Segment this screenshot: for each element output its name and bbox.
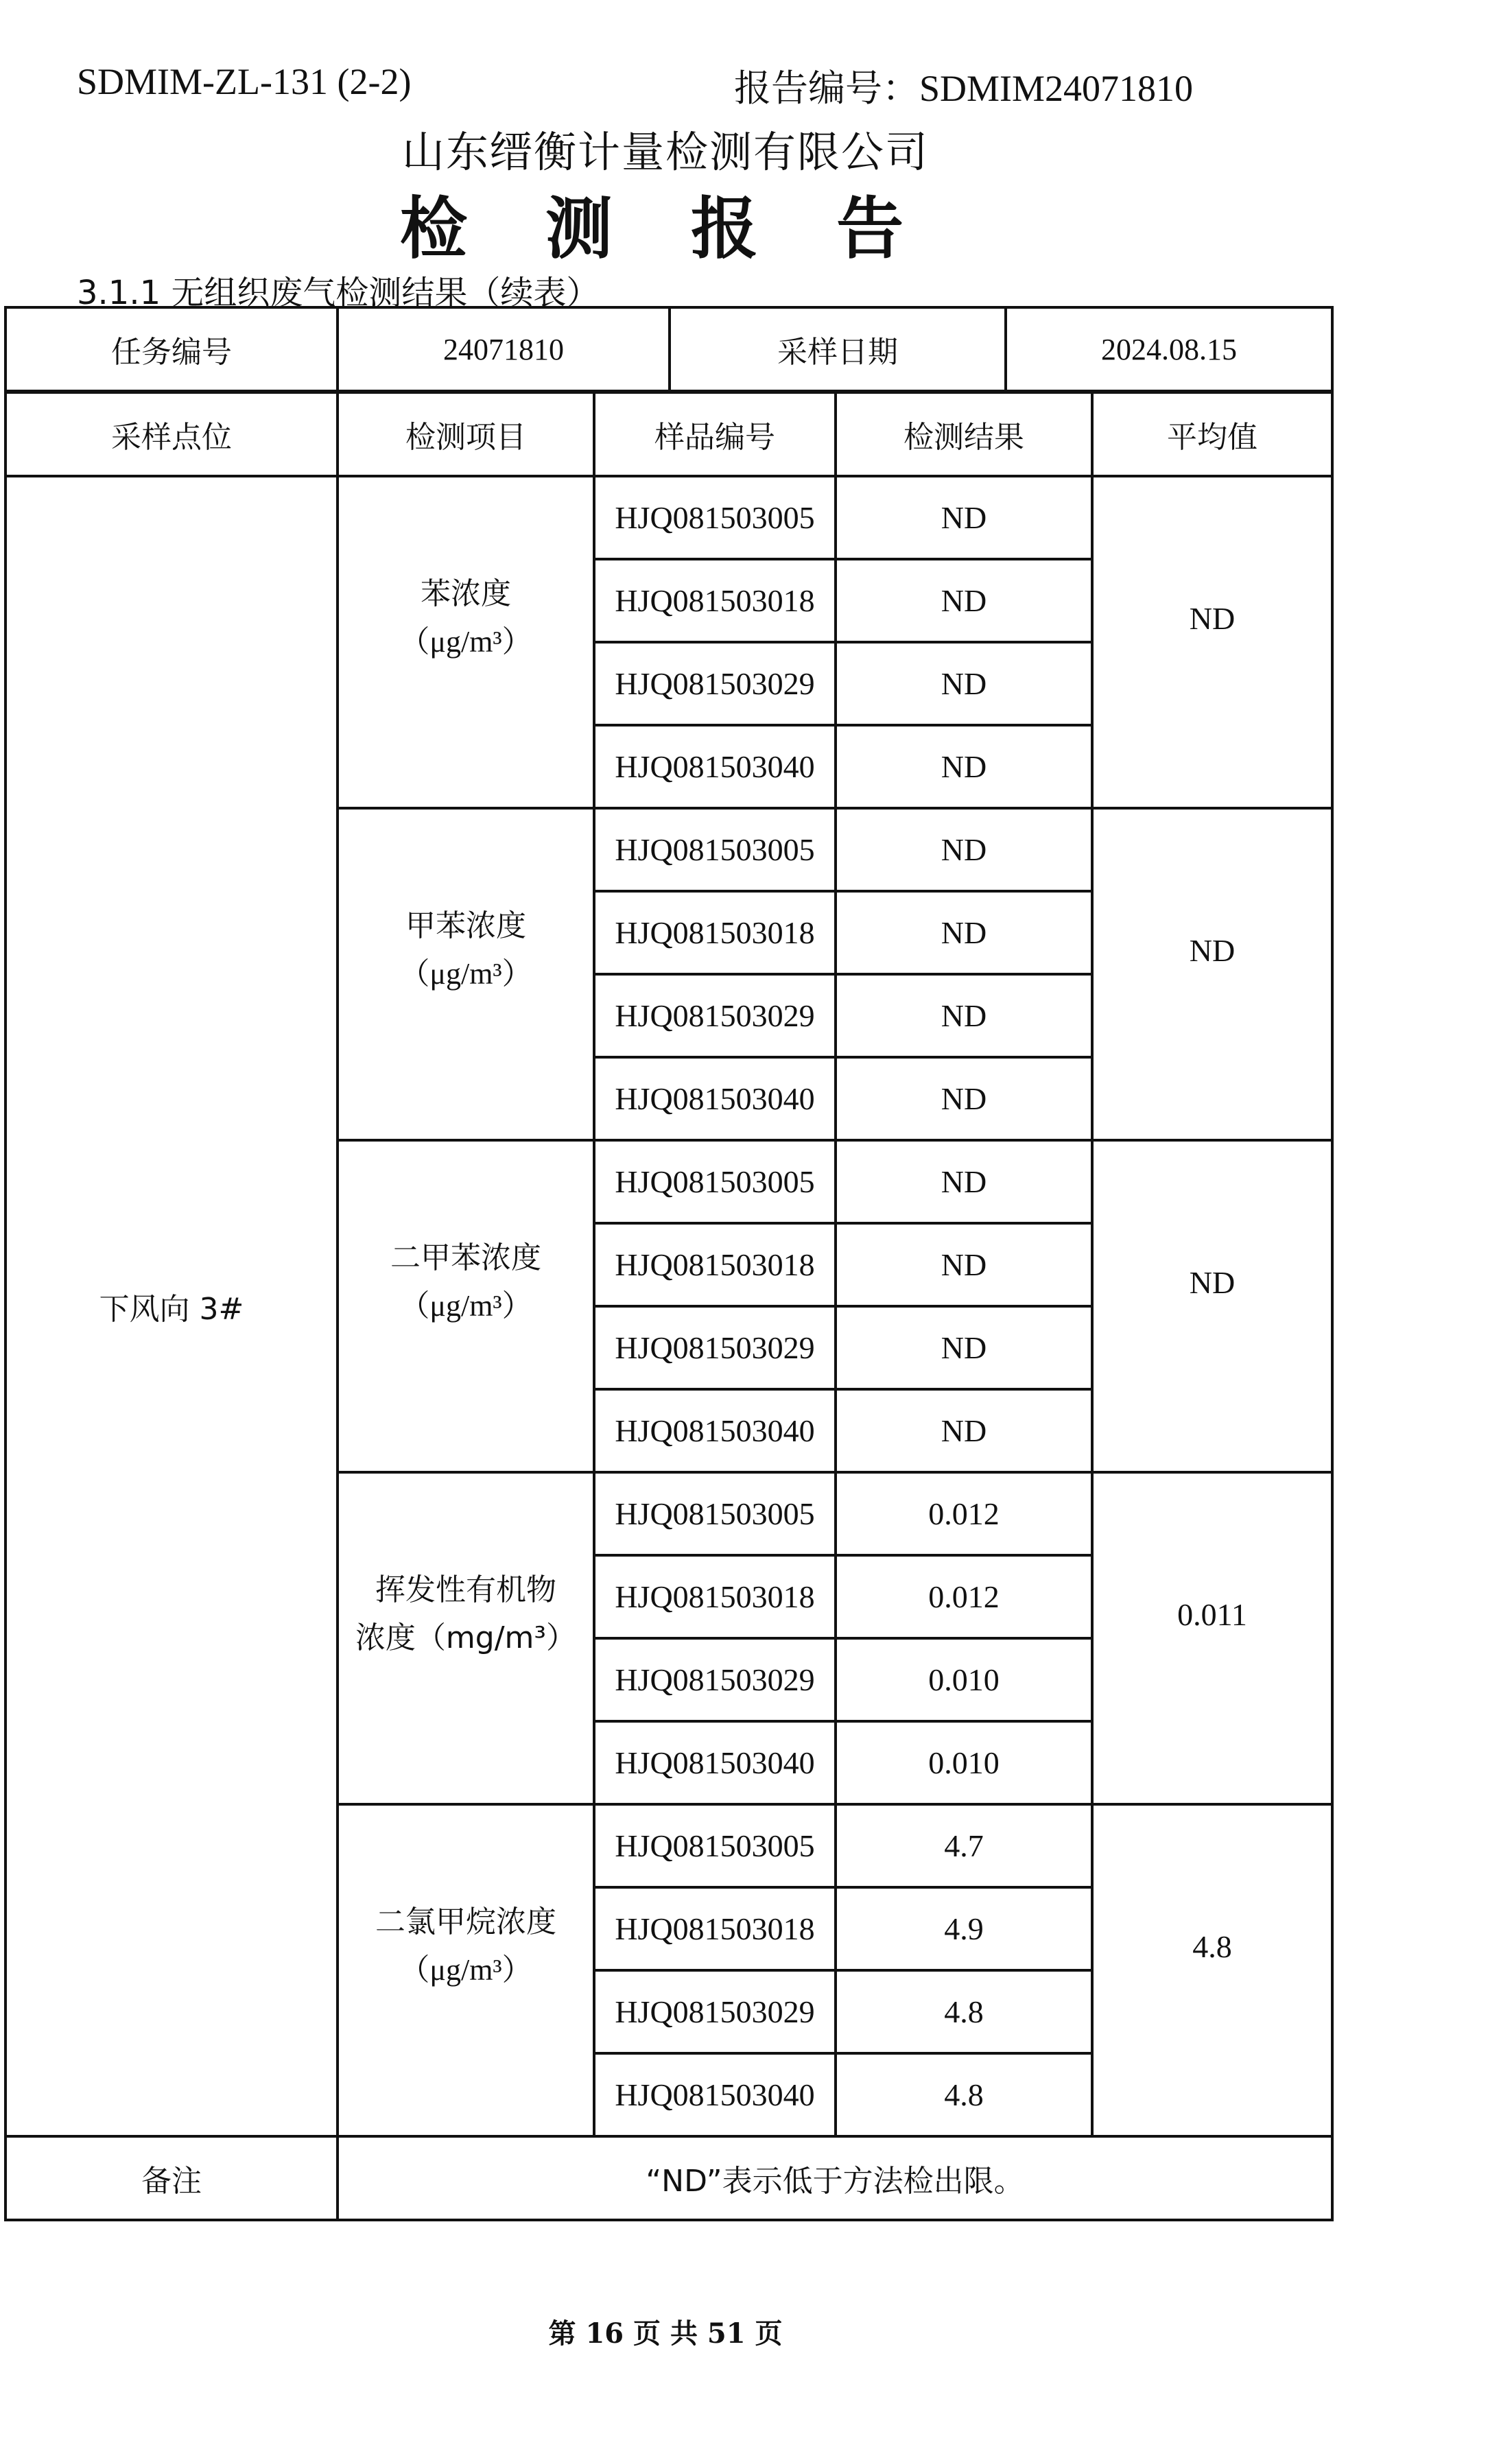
test-item-name: 甲苯浓度 (405, 908, 526, 943)
test-result: 4.7 (836, 1804, 1092, 1887)
test-item-unit: （μg/m³） (399, 1289, 532, 1323)
test-item-unit: （μg/m³） (399, 957, 532, 991)
sample-id: HJQ081503018 (594, 559, 836, 642)
company-name: 山东缙衡计量检测有限公司 (401, 127, 929, 177)
test-item-name: 挥发性有机物 (375, 1572, 556, 1607)
test-item-unit: （μg/m³） (399, 625, 532, 659)
test-result: ND (836, 1057, 1092, 1140)
sample-id: HJQ081503029 (594, 1638, 836, 1721)
test-item-name: 二甲苯浓度 (390, 1240, 541, 1275)
test-item (338, 1804, 594, 2136)
sample-id: HJQ081503005 (594, 808, 836, 891)
sample-id: HJQ081503040 (594, 1721, 836, 1804)
results-table (4, 391, 1334, 2221)
page-title: 检 测 报 告 (399, 190, 932, 268)
sample-id: HJQ081503018 (594, 1887, 836, 1970)
average-text: ND (1189, 932, 1236, 968)
col-header-sample-id: 样品编号 (594, 392, 836, 476)
sample-id: HJQ081503040 (594, 725, 836, 808)
test-result: 0.010 (836, 1721, 1092, 1804)
test-result: ND (836, 974, 1092, 1057)
sample-id: HJQ081503029 (594, 1306, 836, 1389)
average-text: ND (1189, 600, 1236, 636)
test-result: ND (836, 642, 1092, 725)
test-item (338, 1472, 594, 1804)
test-item (338, 476, 594, 808)
table-row (5, 476, 1332, 559)
test-result: 0.012 (836, 1472, 1092, 1555)
task-number-value: 24071810 (338, 307, 670, 391)
note-label: 备注 (5, 2136, 338, 2220)
test-item-unit: 浓度（mg/m³） (355, 1620, 577, 1655)
section-heading: 3.1.1 无组织废气检测结果（续表） (77, 274, 600, 312)
sample-id: HJQ081503018 (594, 891, 836, 974)
sampling-date-label: 采样日期 (670, 307, 1006, 391)
test-item-unit: （μg/m³） (399, 1953, 532, 1987)
sampling-location: 下风向 3# (5, 476, 338, 2136)
average-text: ND (1189, 1264, 1236, 1300)
test-item (338, 808, 594, 1140)
col-header-location: 采样点位 (5, 392, 338, 476)
test-item-name: 苯浓度 (421, 576, 511, 611)
test-result: ND (836, 891, 1092, 974)
sample-id: HJQ081503040 (594, 1057, 836, 1140)
average-text: 4.8 (1192, 1928, 1232, 1964)
note-text: “ND”表示低于方法检出限。 (338, 2136, 1332, 2220)
average-value (1092, 476, 1332, 808)
test-result: 0.012 (836, 1555, 1092, 1638)
test-result: 4.8 (836, 1970, 1092, 2053)
test-result: ND (836, 808, 1092, 891)
sample-id: HJQ081503018 (594, 1223, 836, 1306)
test-result: ND (836, 1223, 1092, 1306)
col-header-result: 检测结果 (836, 392, 1092, 476)
header-row (5, 392, 1332, 476)
test-item (338, 1140, 594, 1472)
report-number (734, 59, 1193, 112)
task-number-label: 任务编号 (5, 307, 338, 391)
test-item-name: 二氯甲烷浓度 (375, 1904, 556, 1939)
test-result: 4.8 (836, 2053, 1092, 2136)
note-row (5, 2136, 1332, 2220)
test-result: ND (836, 559, 1092, 642)
col-header-item: 检测项目 (338, 392, 594, 476)
sample-id: HJQ081503040 (594, 1389, 836, 1472)
sample-id: HJQ081503005 (594, 476, 836, 559)
form-code: SDMIM-ZL-131 (2-2) (77, 61, 412, 102)
test-result: ND (836, 1306, 1092, 1389)
average-value (1092, 1140, 1332, 1472)
sample-id: HJQ081503040 (594, 2053, 836, 2136)
average-text: 0.011 (1177, 1596, 1247, 1632)
report-number-label: 报告编号： (734, 68, 919, 109)
col-header-average: 平均值 (1092, 392, 1332, 476)
average-value (1092, 1472, 1332, 1804)
sampling-date-value: 2024.08.15 (1006, 307, 1332, 391)
test-result: 0.010 (836, 1638, 1092, 1721)
average-value (1092, 808, 1332, 1140)
sample-id: HJQ081503005 (594, 1472, 836, 1555)
average-value (1092, 1804, 1332, 2136)
test-result: ND (836, 476, 1092, 559)
sample-id: HJQ081503029 (594, 1970, 836, 2053)
test-result: ND (836, 725, 1092, 808)
page-number: 第 16 页 共 51 页 (548, 2317, 783, 2350)
test-result: ND (836, 1389, 1092, 1472)
task-info-table (4, 306, 1334, 392)
sample-id: HJQ081503029 (594, 642, 836, 725)
report-number-value: SDMIM24071810 (919, 68, 1194, 109)
sample-id: HJQ081503005 (594, 1804, 836, 1887)
sample-id: HJQ081503005 (594, 1140, 836, 1223)
test-result: ND (836, 1140, 1092, 1223)
test-result: 4.9 (836, 1887, 1092, 1970)
sample-id: HJQ081503029 (594, 974, 836, 1057)
sample-id: HJQ081503018 (594, 1555, 836, 1638)
